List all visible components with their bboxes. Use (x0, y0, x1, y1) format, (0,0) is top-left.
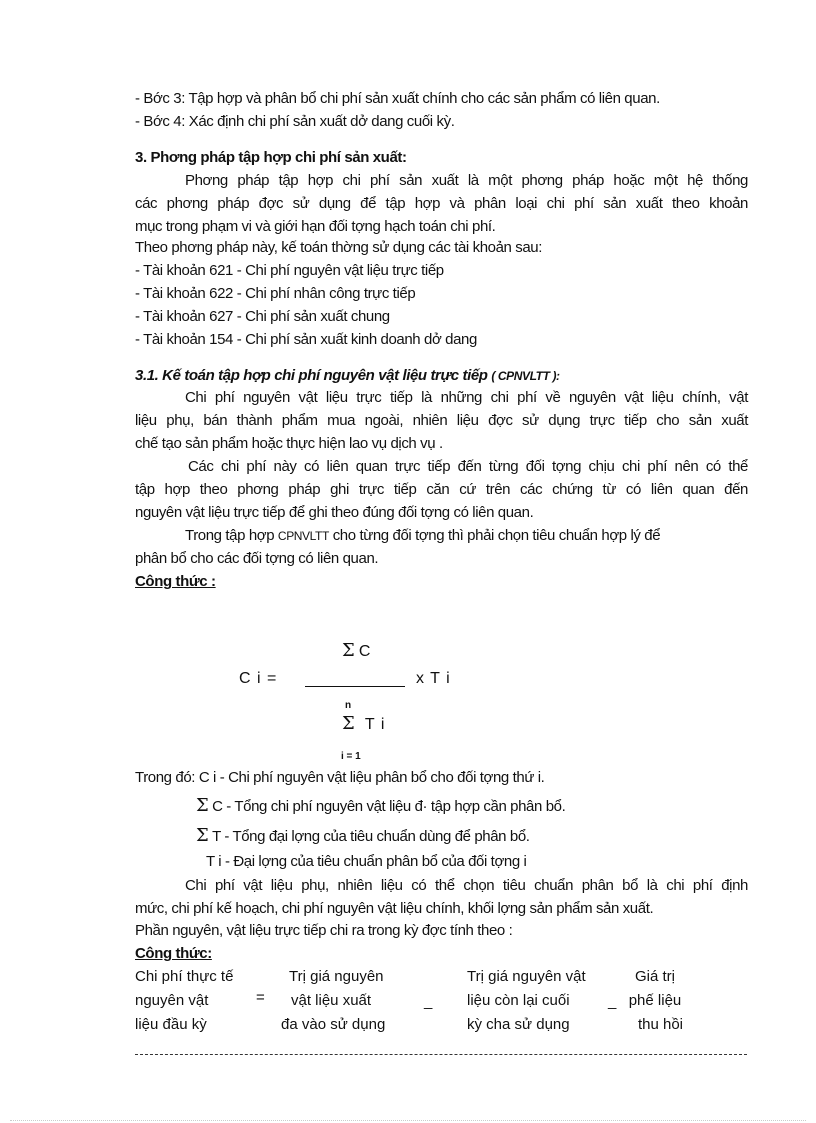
formula-2-col-2 (281, 965, 386, 1037)
section-3-para-line: các phơng pháp đợc sử dụng để tập hợp và phân loại chi phí sản xuất theo khoản (135, 195, 748, 212)
account-item: - Tài khoản 627 - Chi phí sản xuất chung (135, 308, 390, 325)
section-3-1-heading-abbr: ( CPNVLTT ): (491, 369, 560, 383)
formula-1-rhs: x T i (416, 670, 451, 687)
sigma-symbol: Σ (196, 795, 209, 816)
section-3-para-line: Phơng pháp tập hợp chi phí sản xuất là một phơng pháp hoặc một hệ thống (185, 172, 748, 189)
formula-2-cell: đa vào sử dụng (281, 1016, 386, 1033)
sigma-symbol: Σ (196, 825, 209, 846)
fraction-bar (305, 686, 405, 687)
formula-2-col-1 (135, 965, 233, 1037)
formula-2-cell: Chi phí thực tế (135, 968, 234, 985)
legend-line-4: T i - Đại lợng của tiêu chuẩn phân bổ của đối tợng i (206, 853, 527, 870)
formula-2-cell: nguyên vật (135, 992, 209, 1009)
account-item: - Tài khoản 621 - Chi phí nguyên vật liệu trực tiếp (135, 262, 444, 279)
footer-divider (135, 1054, 747, 1055)
formula-2-label: Công thức: (135, 945, 212, 962)
formula-2-cell: phế liệu (628, 992, 682, 1009)
sigma-symbol: Σ (342, 640, 355, 661)
section-3-intro: Theo phơng pháp này, kế toán thờng sử dụng các tài khoản sau: (135, 239, 542, 256)
formula-2-cell: Trị giá nguyên (289, 968, 384, 985)
section-3-para-line: mục trong phạm vi và giới hạn đối tợng hạch toán chi phí. (135, 218, 496, 235)
section-3-1-heading-text: 3.1. Kế toán tập hợp chi phí nguyên vật liệu trực tiếp (135, 367, 488, 384)
section-3-1-p2-line: Các chi phí này có liên quan trực tiếp đến từng đối tợng chịu chi phí nên có thể (188, 458, 748, 475)
formula-2-minus-1: _ (424, 993, 433, 1010)
formula-1-numerator (342, 640, 370, 661)
legend-line-3 (196, 824, 746, 848)
step-3: - Bớc 3: Tập hợp và phân bổ chi phí sản xuất chính cho các sản phẩm có liên quan. (135, 90, 660, 107)
p3-start: Trong tập hợp (185, 527, 275, 544)
page-edge (10, 1120, 806, 1121)
account-item: - Tài khoản 154 - Chi phí sản xuất kinh doanh dở dang (135, 331, 477, 348)
formula-1-label: Công thức : (135, 573, 216, 590)
section-3-1-p2-line: nguyên vật liệu trực tiếp để ghi theo đúng đối tợng có liên quan. (135, 504, 534, 521)
section-3-1-p1-line: chế tạo sản phẩm hoặc thực hiện lao vụ dịch vụ . (135, 435, 443, 452)
step-4: - Bớc 4: Xác định chi phí sản xuất dở dang cuối kỳ. (135, 113, 455, 130)
formula-2-col-3 (467, 965, 586, 1037)
p3-abbr: CPNVLTT (277, 529, 329, 543)
section-3-1-p2-line: tập hợp theo phơng pháp ghi trực tiếp căn cứ trên các chứng từ có liên quan đến (135, 481, 748, 498)
p3-rest: cho từng đối tợng thì phải chọn tiêu chuẩn hợp lý để (332, 527, 661, 544)
formula-2-minus-2: _ (608, 993, 617, 1010)
para2-line: Phần nguyên, vật liệu trực tiếp chi ra trong kỳ đợc tính theo : (135, 922, 513, 939)
formula-2-equals: = (256, 989, 265, 1006)
section-3-1-p1-line: Chi phí nguyên vật liệu trực tiếp là những chi phí về nguyên vật liệu chính, vật (185, 389, 748, 406)
legend-line-1: Trong đó: C i - Chi phí nguyên vật liệu phân bổ cho đối tợng thứ i. (135, 769, 545, 786)
para2-line: Chi phí vật liệu phụ, nhiên liệu có thể chọn tiêu chuẩn phân bổ là chi phí định (185, 877, 748, 894)
formula-2-col-4 (627, 965, 683, 1037)
sigma-symbol: Σ (342, 713, 355, 734)
sum-lower-bound: i = 1 (341, 751, 361, 762)
legend-line-2 (196, 794, 746, 818)
section-3-heading: 3. Phơng pháp tập hợp chi phí sản xuất: (135, 149, 407, 166)
formula-2-cell: Trị giá nguyên vật (467, 968, 586, 985)
denominator-ti: T i (364, 716, 386, 733)
para2-line: mức, chi phí kế hoạch, chi phí nguyên vật liệu chính, khối lợng sản phẩm sản xuất. (135, 900, 654, 917)
formula-2-cell: Giá trị (634, 968, 675, 985)
formula-2-cell: kỳ cha sử dụng (467, 1016, 570, 1033)
formula-2-cell: vật liệu xuất (291, 992, 372, 1009)
account-item: - Tài khoản 622 - Chi phí nhân công trực tiếp (135, 285, 416, 302)
formula-2-cell: thu hồi (637, 1016, 683, 1033)
section-3-1-heading (135, 364, 750, 388)
section-3-1-p3-line2: phân bổ cho các đối tợng có liên quan. (135, 550, 379, 567)
section-3-1-p1-line: liệu phụ, bán thành phẩm mua ngoài, nhiên liệu đợc sử dụng trực tiếp cho sản xuất (135, 412, 748, 429)
formula-1-denominator (342, 713, 385, 734)
sum-upper-bound: n (345, 700, 352, 711)
numerator-c: C (358, 643, 371, 660)
formula-2-cell: liệu còn lại cuối (467, 992, 570, 1009)
legend-line-2-text: C - Tổng chi phí nguyên vật liệu đ· tập hợp cần phân bổ. (212, 798, 566, 815)
formula-1-lhs: C i = (239, 670, 278, 687)
section-3-1-p3-line (185, 524, 748, 548)
legend-line-3-text: T - Tổng đại lợng của tiêu chuẩn dùng để phân bổ. (212, 828, 530, 845)
formula-2-cell: liệu đầu kỳ (135, 1016, 207, 1033)
